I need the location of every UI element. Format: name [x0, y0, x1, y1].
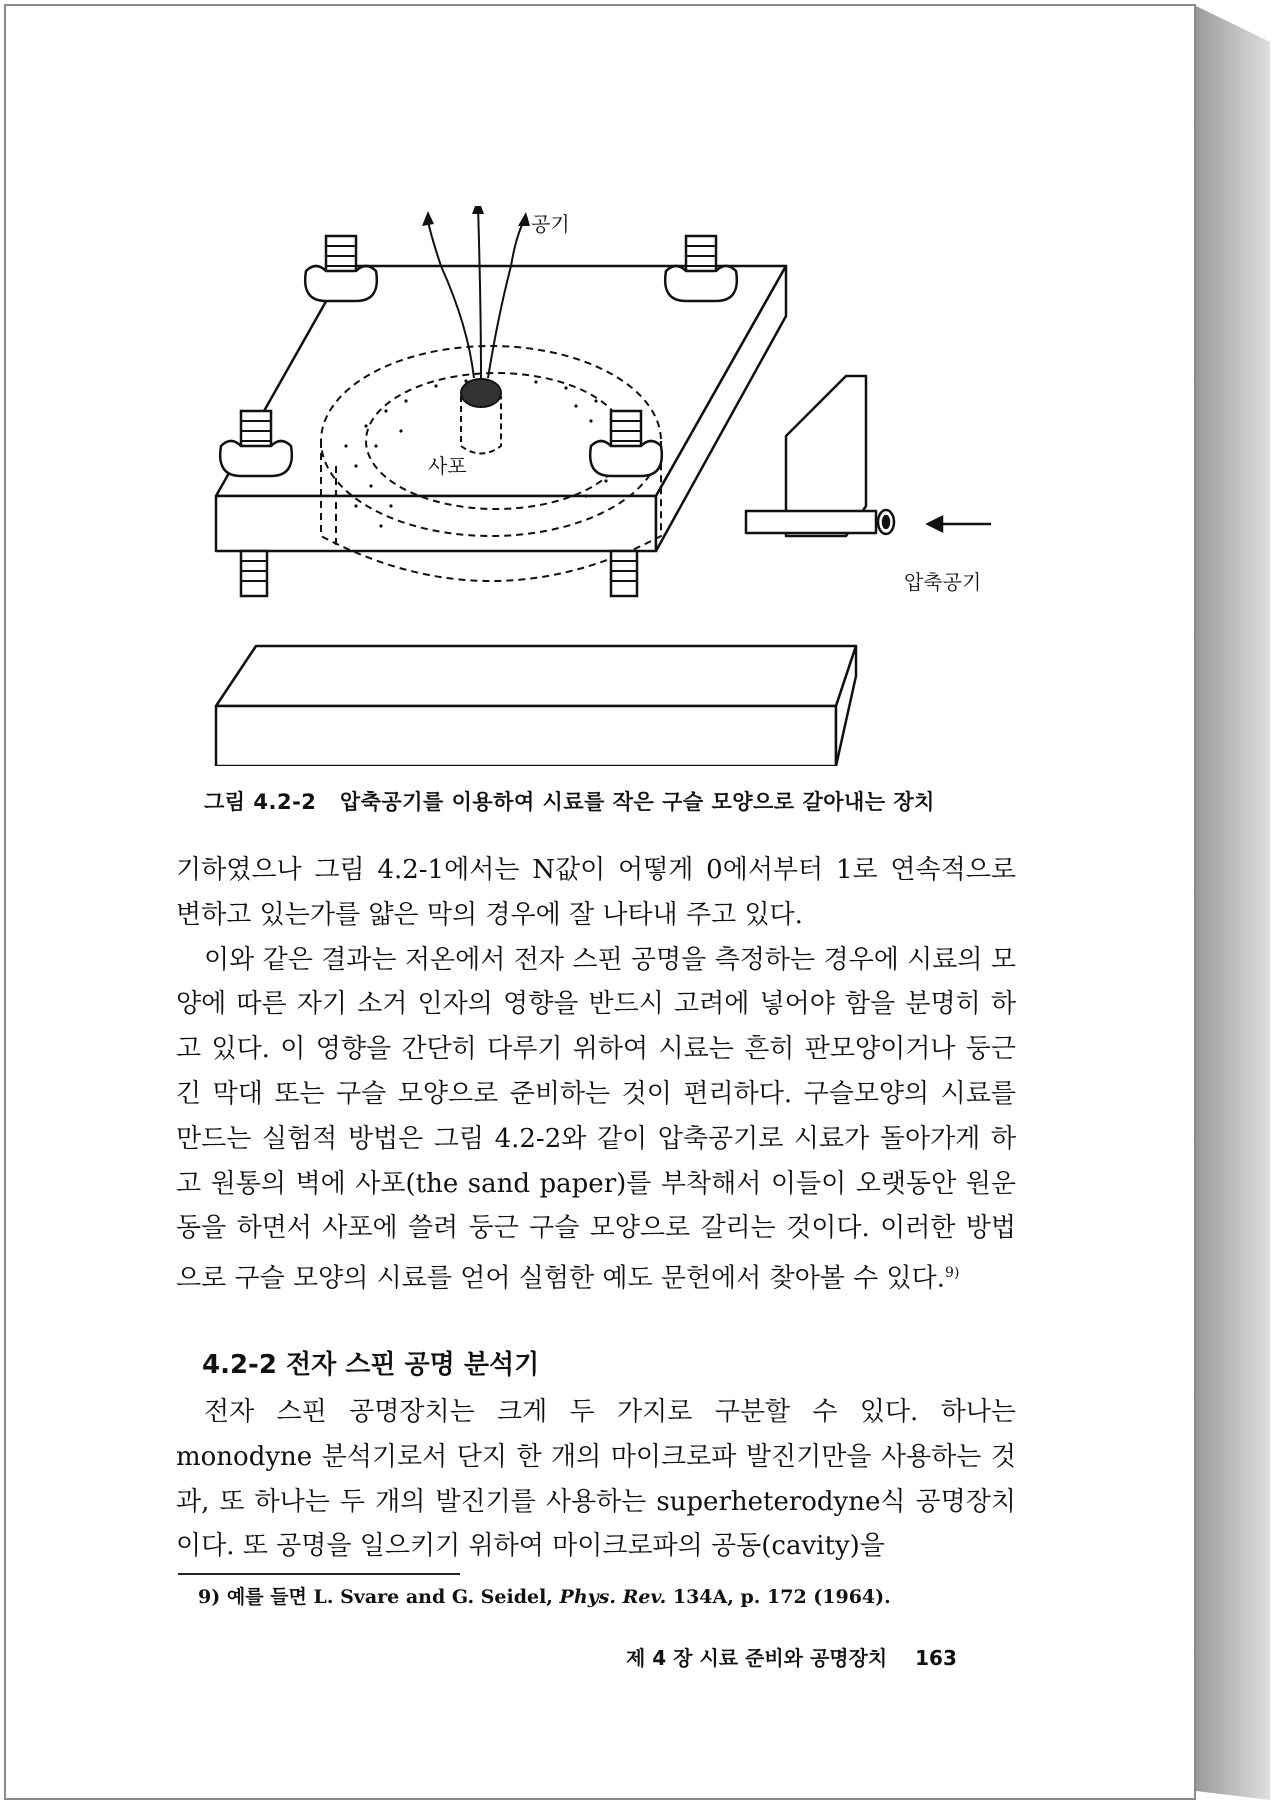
label-air: 공기	[531, 212, 570, 236]
page-edge-shadow	[1196, 6, 1270, 1800]
bottom-plate-top	[216, 646, 856, 706]
caption-number: 그림 4.2-2	[204, 790, 317, 814]
top-plate-front	[216, 496, 656, 551]
running-footer	[626, 1642, 957, 1671]
section-paragraph-1: 전자 스핀 공명장치는 크게 두 가지로 구분할 수 있다. 하나는 monodyne 분석기로서 단지 한 개의 마이크로파 발진기만을 사용하는 것과, 또 하나는 두 개의 발진기를 사용하는 superheterodyne식 공명장치이다. 또 공명을 일으키기 위하여 마이크로파의 공동(cavity)을	[176, 1397, 1016, 1562]
paragraph-2	[176, 938, 1016, 1302]
air-pipe	[746, 511, 876, 533]
chapter-title: 제 4 장 시료 준비와 공명장치	[626, 1646, 888, 1670]
paragraph-1: 기하였으나 그림 4.2-1에서는 N값이 어떻게 0에서부터 1로 연속적으로 변하고 있는가를 얇은 막의 경우에 잘 나타내 주고 있다.	[176, 855, 1016, 930]
footnote-prefix: 예를 들면 L. Svare and G. Seidel,	[226, 1586, 553, 1608]
sample-ball	[461, 379, 501, 407]
label-compressed-air: 압축공기	[904, 570, 982, 594]
book-page	[4, 4, 1196, 1800]
section-body	[176, 1390, 1016, 1569]
paragraph-2-text: 이와 같은 결과는 저온에서 전자 스핀 공명을 측정하는 경우에 시료의 모양에 따른 자기 소거 인자의 영향을 반드시 고려에 넣어야 함을 분명히 하고 있다. 이 영향을 간단히 다루기 위하여 시료는 흔히 판모양이거나 둥근 긴 막대 또는 구슬 모양으로 준비하는 것이 편리하다. 구슬모양의 시료를 만드는 실험적 방법은 그림 4.2-2와 같이 압축공기로 시료가 돌아가게 하고 원통의 벽에 사포(the sand paper)를 부착해서 이들이 오랫동안 원운동을 하면서 사포에 쓸려 둥근 구슬 모양으로 갈리는 것이다. 이러한 방법으로 구슬 모양의 시료를 얻어 실험한 예도 문헌에서 찾아볼 수 있다.	[176, 944, 1016, 1294]
footnote-number: 9)	[198, 1586, 221, 1608]
body-text	[176, 848, 1016, 1302]
label-sandpaper: 사포	[428, 454, 467, 478]
reference-marker: 9)	[945, 1265, 960, 1282]
figure-caption	[204, 786, 935, 816]
figure-apparatus	[206, 206, 1006, 766]
footnote-rest: 134A, p. 172 (1964).	[672, 1586, 891, 1608]
footnote-journal: Phys. Rev.	[559, 1586, 667, 1608]
caption-text: 압축공기를 이용하여 시료를 작은 구슬 모양으로 갈아내는 장치	[339, 790, 935, 814]
apparatus-drawing	[206, 206, 1006, 766]
bottom-plate-front	[216, 706, 836, 766]
page-number: 163	[915, 1646, 957, 1670]
footnote-rule	[178, 1573, 460, 1575]
footnote	[198, 1582, 891, 1609]
section-heading: 4.2-2 전자 스핀 공명 분석기	[202, 1350, 540, 1380]
